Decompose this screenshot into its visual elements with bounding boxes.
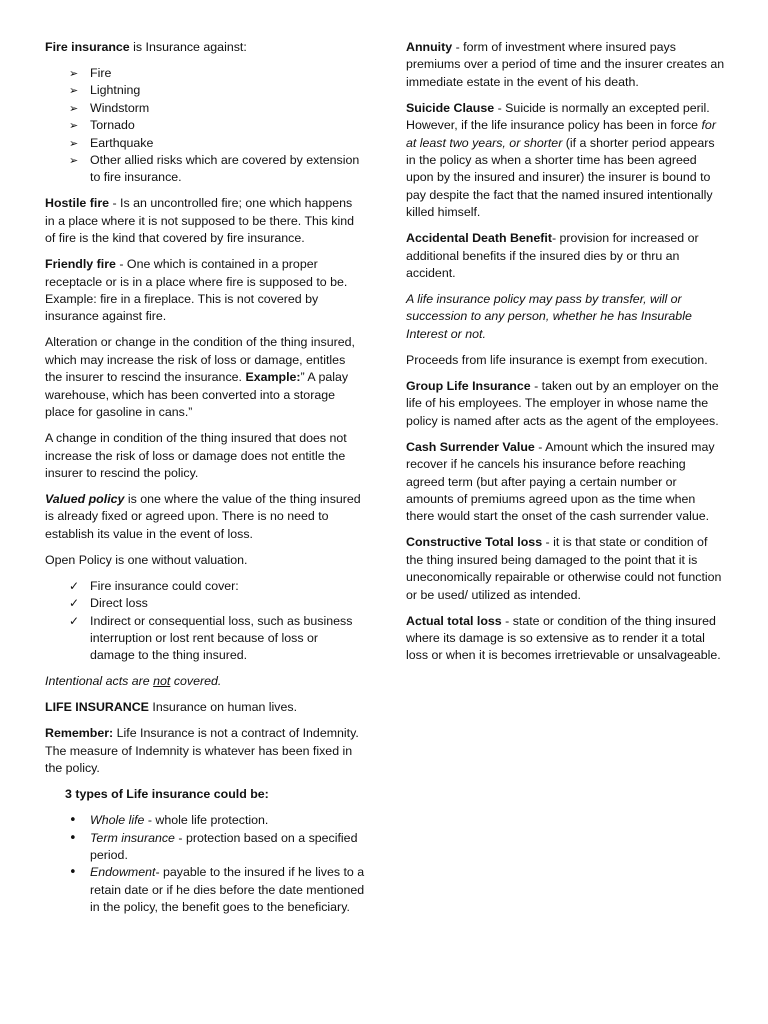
change-condition-paragraph: A change in condition of the thing insured that does not increase the risk of loss or damage does not entitle the insurer to rescind the policy. (45, 431, 347, 480)
hostile-fire-paragraph: Hostile fire - Is an uncontrolled fire; one which happens in a place where it is not supposed to be there. This kind of fire is the kind that covered by fire insurance. (45, 196, 355, 246)
remember-paragraph: Remember: Life Insurance is not a contract of Indemnity. The measure of Indemnity is whatever has been fixed in the policy. (45, 726, 359, 776)
cash-surrender-paragraph: Cash Surrender Value - Amount which the insured may recover if he cancels his insurance before reaching agreed term (but after paying a certain number or amounts of premiums agreed upon as the time when there would start the onset of the cash surrender value. (406, 439, 715, 524)
actual-loss-paragraph: Actual total loss - state or condition of the thing insured where its damage is so extensive as to render it a total loss or when it is becomes irretrievable or unsalvageable. (406, 613, 721, 663)
fire-risk-list (45, 65, 365, 187)
checkmark-icon (69, 613, 85, 630)
suicide-clause-term: Suicide Clause (406, 100, 495, 115)
constructive-loss-term: Constructive Total loss (406, 535, 543, 550)
arrow-bullet-icon (69, 65, 85, 82)
arrow-bullet-icon (69, 117, 85, 134)
life-types-heading: 3 types of Life insurance could be: (65, 787, 269, 802)
fire-insurance-intro: is Insurance against: (129, 40, 247, 54)
life-insurance-paragraph: LIFE INSURANCE Insurance on human lives. (45, 700, 298, 715)
accidental-death-term: Accidental Death Benefit (406, 231, 552, 246)
friendly-fire-paragraph: Friendly fire - One which is contained in a proper receptacle or is in a place where fire is supposed to be. Example: fire in a fireplace. This is not covered by insurance against fire. (45, 257, 348, 324)
constructive-loss-paragraph: Constructive Total loss - it is that state or condition of the thing insured being damaged to the point that it is uneconomically repairable or otherwise could not function or be used/ utilized as intended. (406, 535, 722, 602)
underlined-not: not (153, 674, 171, 689)
arrow-bullet-icon (69, 100, 85, 117)
life-insurance-term: LIFE INSURANCE (45, 700, 149, 715)
annuity-term: Annuity (406, 40, 453, 54)
list-item: ➢ Lightning (45, 82, 365, 99)
list-item: • Endowment- payable to the insured if he lives to a retain date or if he dies before the date mentioned in the policy, the benefit goes to the beneficiary. (45, 864, 365, 916)
intentional-acts-paragraph: Intentional acts are not covered. (45, 674, 222, 689)
fire-insurance-paragraph (45, 39, 365, 56)
proceeds-paragraph: Proceeds from life insurance is exempt from execution. (406, 352, 708, 367)
example-label: Example: (245, 370, 301, 385)
annuity-paragraph: Annuity - form of investment where insured pays premiums over a period of time and the insurer creates an immediate estate in the event of his death. (406, 40, 725, 89)
group-life-term: Group Life Insurance (406, 378, 531, 393)
list-item: ➢ Tornado (45, 117, 365, 134)
group-life-paragraph: Group Life Insurance - taken out by an employer on the life of his employees. The employer in whose name the policy is named after acts as the agent of the employees. (406, 378, 719, 428)
dot-bullet-icon (69, 830, 85, 847)
arrow-bullet-icon (69, 152, 85, 169)
friendly-fire-term: Friendly fire (45, 257, 116, 272)
left-column (45, 39, 365, 925)
valued-policy-paragraph: Valued policy is one where the value of the thing insured is already fixed or agreed upon. There is no need to establish its value in the event of loss. (45, 491, 361, 541)
life-types-list (45, 812, 365, 916)
checkmark-icon (69, 578, 85, 595)
open-policy-paragraph: Open Policy is one without valuation. (45, 552, 248, 567)
list-item: ✓ Fire insurance could cover: (45, 578, 365, 595)
dot-bullet-icon (69, 812, 85, 829)
list-item: ➢ Fire (45, 65, 365, 82)
list-item: ➢ Earthquake (45, 135, 365, 152)
transfer-paragraph: A life insurance policy may pass by transfer, will or succession to any person, whether he has Insurable Interest or not. (406, 292, 692, 341)
list-item: ✓ Indirect or consequential loss, such as business interruption or lost rent because of loss or damage to the thing insured. (45, 613, 365, 665)
valued-policy-term: Valued policy (45, 491, 125, 506)
alteration-paragraph: Alteration or change in the condition of the thing insured, which may increase the risk of loss or damage, entitles the insurer to rescind the insurance. Example:” A palay warehouse, which has been converted into a storage place for gasoline in cans.” (45, 335, 355, 420)
suicide-clause-paragraph: Suicide Clause - Suicide is normally an excepted peril. However, if the life insurance policy has been in force for at least two years, or shorter (if a shorter period appears in the policy as when a shorter time has been agreed upon by the insured and insurer) the insurer is bound to pay despite the fact that the named insured intentionally killed himself. (406, 100, 716, 220)
actual-loss-term: Actual total loss (406, 613, 502, 628)
hostile-fire-term: Hostile fire (45, 196, 110, 211)
list-item: • Term insurance - protection based on a specified period. (45, 830, 365, 865)
coverage-checklist (45, 578, 365, 665)
list-item: ✓ Direct loss (45, 595, 365, 612)
checkmark-icon (69, 595, 85, 612)
fire-insurance-term: Fire insurance (45, 40, 130, 54)
remember-label: Remember: (45, 726, 114, 741)
list-item: ➢ Windstorm (45, 100, 365, 117)
list-item: • Whole life - whole life protection. (45, 812, 365, 829)
right-column (406, 39, 726, 673)
dot-bullet-icon (69, 864, 85, 881)
arrow-bullet-icon (69, 82, 85, 99)
arrow-bullet-icon (69, 135, 85, 152)
accidental-death-paragraph: Accidental Death Benefit- provision for increased or additional benefits if the insured dies by or thru an accident. (406, 231, 699, 281)
cash-surrender-term: Cash Surrender Value (406, 439, 535, 454)
list-item: ➢ Other allied risks which are covered by extension to fire insurance. (45, 152, 365, 187)
